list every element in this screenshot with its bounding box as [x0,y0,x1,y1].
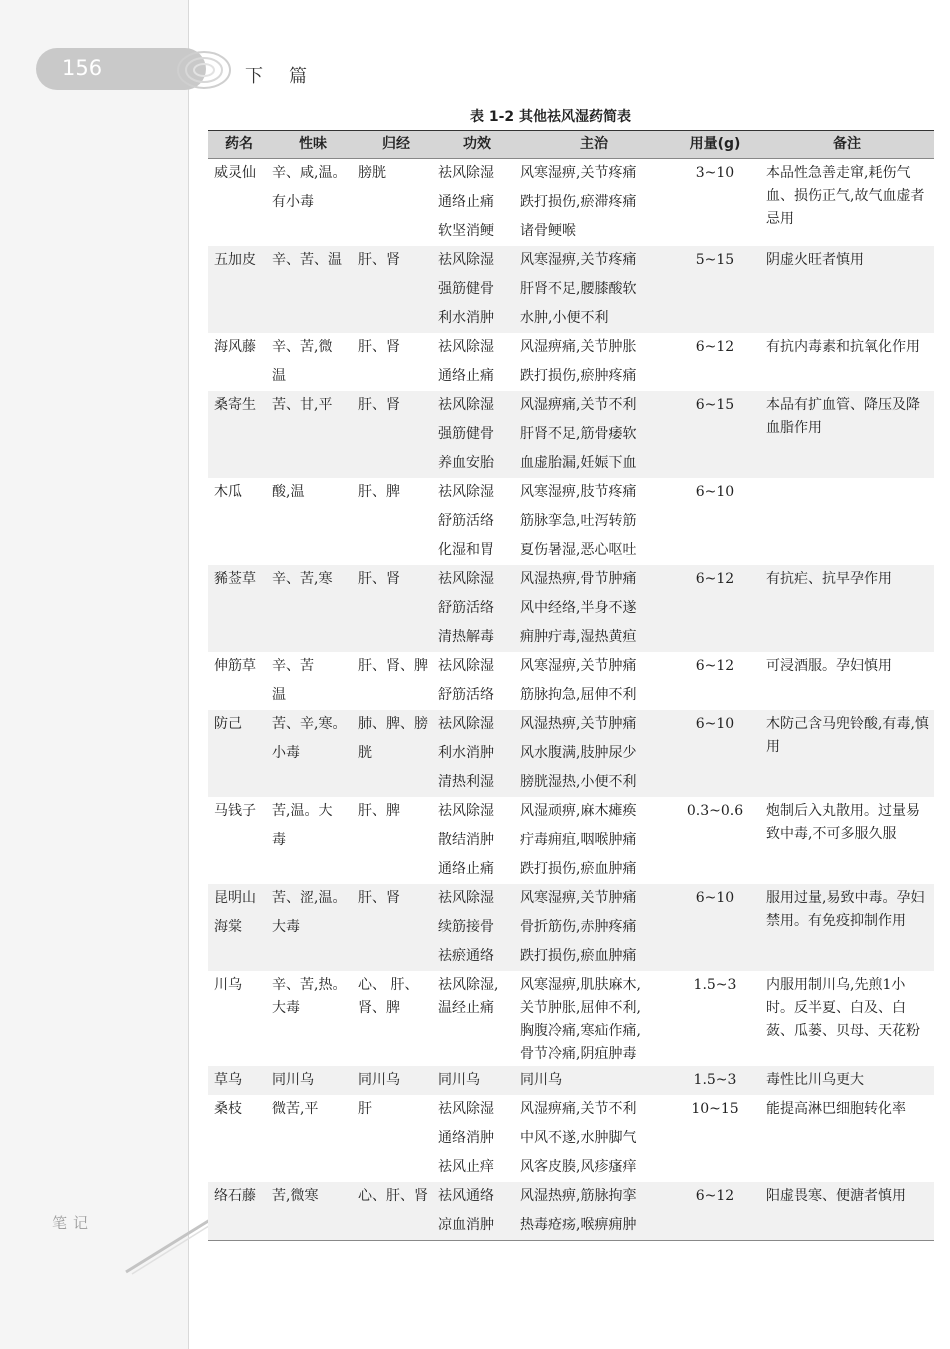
herb-taste: 辛、苦 温 [272,658,314,703]
herb-effects: 祛风通络 凉血消肿 [436,1182,518,1241]
herb-effects: 祛风除湿 强筋健骨 利水消肿 [436,246,518,333]
herb-indications: 风湿热痹,关节肿痛 风水腹满,肢肿尿少 膀胱湿热,小便不利 [518,710,670,797]
table-row [208,565,934,652]
herb-taste: 苦、辛,寒。 小毒 [270,710,356,797]
herb-meridian: 肝、脾 [358,484,400,500]
herb-dosage: 6~15 [670,391,760,478]
column-header-effects: 功效 [436,131,518,159]
herb-meridian: 肝、肾 [358,339,400,355]
herb-notes: 阴虚火旺者慎用 [760,246,934,333]
herb-taste: 苦,温。大 毒 [272,803,333,848]
herb-meridian: 心、 肝、 肾、脾 [358,977,419,1016]
table-row [208,159,934,247]
herb-dosage: 6~12 [695,339,735,355]
table-row [208,246,934,333]
herb-indications: 风湿顽痹,麻木瘫痪 疔毒痈疽,咽喉肿痛 跌打损伤,瘀血肿痛 [520,803,637,877]
column-header-name: 药名 [208,131,270,159]
herb-indications: 风寒湿痹,肢节疼痛 筋脉挛急,吐泻转筋 夏伤暑湿,恶心呕吐 [520,484,637,558]
herb-notes: 服用过量,易致中毒。孕妇禁用。有免疫抑制作用 [760,884,934,971]
column-header-indications: 主治 [518,131,670,159]
herb-notes: 可浸酒服。孕妇慎用 [766,658,892,674]
table-header [208,131,934,159]
table-row [208,797,934,884]
herb-dosage: 6~10 [695,484,735,500]
herb-taste: 辛、苦,热。 大毒 [272,977,347,1016]
herb-meridian: 膀胱 [358,165,386,181]
herb-dosage: 3~10 [695,165,735,181]
table-row [208,478,934,565]
herb-meridian: 肝、肾、脾 [358,658,428,674]
herb-notes: 毒性比川乌更大 [760,1066,934,1095]
table-row [208,710,934,797]
table-row [208,1066,934,1095]
herb-effects: 祛风除湿 通络止痛 软坚消鲠 [438,165,494,239]
herb-indications: 风寒湿痹,关节肿痛 筋脉拘急,屈伸不利 [520,658,637,703]
margin-divider [188,0,189,1349]
herb-effects: 祛风除湿 利水消肿 清热利湿 [436,710,518,797]
herb-effects: 祛风除湿 舒筋活络 清热解毒 [436,565,518,652]
decorative-swirl-icon [174,46,238,94]
herb-taste: 微苦,平 [272,1101,319,1117]
herb-name: 马钱子 [214,803,256,819]
table-row [208,884,934,971]
section-title: 下篇 [245,66,333,87]
herb-name: 络石藤 [208,1182,270,1241]
table-row [208,333,934,391]
herb-taste: 辛、苦、温 [270,246,356,333]
herb-notes: 有抗内毒素和抗氧化作用 [766,339,920,355]
herb-table [208,130,934,1241]
herb-taste: 酸,温 [272,484,305,500]
herb-dosage: 10~15 [691,1101,739,1117]
herb-notes: 有抗疟、抗早孕作用 [760,565,934,652]
herb-taste: 苦,微寒 [270,1182,356,1241]
table-caption: 表 1-2 其他祛风湿药简表 [470,109,632,125]
herb-effects: 祛风除湿 散结消肿 通络止痛 [438,803,494,877]
herb-taste: 苦、甘,平 [270,391,356,478]
herb-indications: 风寒湿痹,关节肿痛 骨折筋伤,赤肿疼痛 跌打损伤,瘀血肿痛 [518,884,670,971]
herb-dosage: 5~15 [670,246,760,333]
herb-notes: 本品性急善走窜,耗伤气血、损伤正气,故气血虚者忌用 [766,165,925,227]
table-row [208,971,934,1066]
herb-notes [760,478,934,565]
herb-name: 海风藤 [214,339,256,355]
herb-indications: 风湿热痹,骨节肿痛 风中经络,半身不遂 痈肿疔毒,湿热黄疸 [518,565,670,652]
column-header-meridian: 归经 [356,131,436,159]
herb-meridian: 肝 [358,1101,372,1117]
herb-notes: 内服用制川乌,先煎1小时。反半夏、白及、白蔹、瓜蒌、贝母、天花粉 [766,977,920,1039]
herb-effects: 祛风除湿, 温经止痛 [438,977,499,1016]
herb-notes: 炮制后入丸散用。过量易致中毒,不可多服久服 [766,803,920,842]
herb-dosage: 6~10 [670,884,760,971]
herb-name: 草乌 [208,1066,270,1095]
herb-table-container [208,130,934,1241]
herb-effects: 祛风除湿 强筋健骨 养血安胎 [436,391,518,478]
herb-notes: 本品有扩血管、降压及降血脂作用 [760,391,934,478]
herb-indications: 风湿痹痛,关节不利 肝肾不足,筋骨痿软 血虚胎漏,妊娠下血 [518,391,670,478]
herb-meridian: 肝、肾 [356,884,436,971]
herb-meridian: 同川乌 [356,1066,436,1095]
herb-name: 昆明山 海棠 [208,884,270,971]
herb-effects: 同川乌 [436,1066,518,1095]
page-number: 156 [62,56,103,80]
column-header-taste: 性味 [270,131,356,159]
herb-name: 五加皮 [208,246,270,333]
herb-name: 威灵仙 [214,165,256,181]
herb-meridian: 肺、脾、膀 胱 [356,710,436,797]
herb-taste: 辛、苦,寒 [270,565,356,652]
herb-indications: 风寒湿痹,肌肤麻木, 关节肿胀,屈伸不利, 胸腹冷痛,寒疝作痛, 骨节冷痛,阴疽肿毒 [520,977,641,1062]
herb-effects: 祛风除湿 续筋接骨 祛瘀通络 [436,884,518,971]
herb-effects: 祛风除湿 通络消肿 祛风止痒 [438,1101,494,1175]
herb-indications: 同川乌 [518,1066,670,1095]
herb-meridian: 肝、肾 [356,391,436,478]
herb-dosage: 6~12 [670,1182,760,1241]
herb-effects: 祛风除湿 舒筋活络 [438,658,494,703]
herb-indications: 风湿痹痛,关节不利 中风不遂,水肿脚气 风客皮腠,风疹瘙痒 [520,1101,637,1175]
herb-taste: 同川乌 [270,1066,356,1095]
herb-effects: 祛风除湿 舒筋活络 化湿和胃 [438,484,494,558]
herb-taste: 辛、咸,温。 有小毒 [272,165,347,210]
notes-margin-label [52,1212,94,1233]
table-row [208,652,934,710]
herb-dosage: 1.5~3 [670,1066,760,1095]
herb-meridian: 肝、肾 [356,246,436,333]
herb-notes: 能提高淋巴细胞转化率 [766,1101,906,1117]
herb-meridian: 心、肝、肾 [356,1182,436,1241]
table-row [208,1095,934,1182]
herb-dosage: 0.3~0.6 [686,803,744,819]
herb-name: 防己 [208,710,270,797]
herb-indications: 风寒湿痹,关节疼痛 跌打损伤,瘀滞疼痛 诸骨鲠喉 [520,165,637,239]
herb-taste: 辛、苦,微 温 [272,339,333,384]
herb-name: 桑寄生 [208,391,270,478]
herb-meridian: 肝、肾 [356,565,436,652]
table-body [208,159,934,1241]
herb-dosage: 1.5~3 [693,977,737,993]
column-header-notes: 备注 [760,131,934,159]
herb-dosage: 6~10 [670,710,760,797]
herb-notes: 阳虚畏寒、便溏者慎用 [760,1182,934,1241]
herb-name: 桑枝 [214,1101,242,1117]
column-header-dosage: 用量(g) [670,131,760,159]
herb-name: 豨莶草 [208,565,270,652]
herb-indications: 风湿痹痛,关节肿胀 跌打损伤,瘀肿疼痛 [520,339,637,384]
herb-indications: 风湿热痹,筋脉拘挛 热毒疮疡,喉痹痈肿 [518,1182,670,1241]
herb-taste: 苦、涩,温。 大毒 [270,884,356,971]
herb-name: 川乌 [214,977,242,993]
herb-effects: 祛风除湿 通络止痛 [438,339,494,384]
herb-name: 木瓜 [214,484,242,500]
herb-dosage: 6~12 [670,565,760,652]
note-label: 笔记 [52,1214,95,1232]
herb-meridian: 肝、脾 [358,803,400,819]
table-row [208,391,934,478]
herb-indications: 风寒湿痹,关节疼痛 肝肾不足,腰膝酸软 水肿,小便不利 [518,246,670,333]
table-row [208,1182,934,1241]
herb-name: 伸筋草 [214,658,256,674]
page-margin [0,0,188,1349]
herb-dosage: 6~12 [695,658,735,674]
herb-notes: 木防己含马兜铃酸,有毒,慎用 [760,710,934,797]
